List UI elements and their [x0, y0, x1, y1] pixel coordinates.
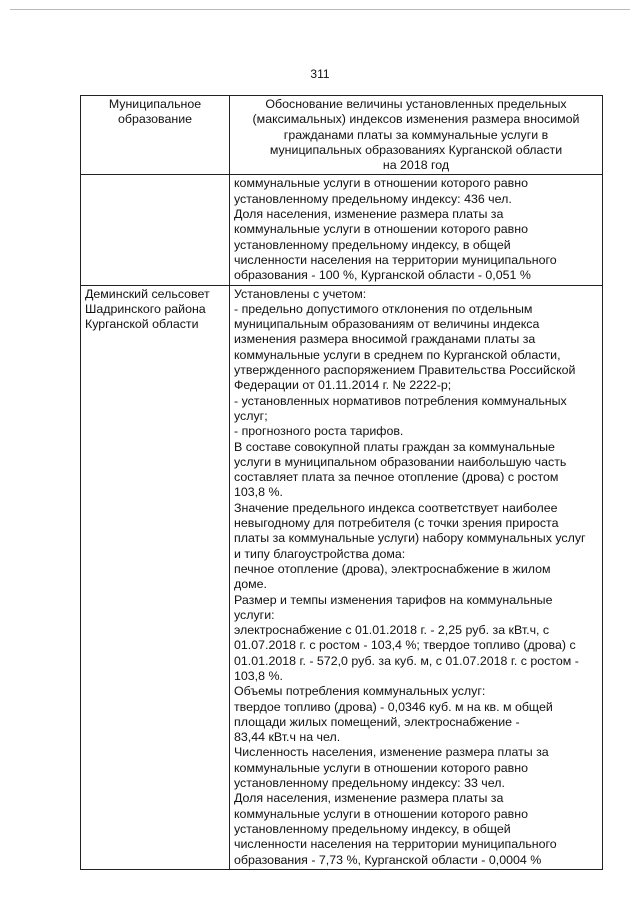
text-line: 103,8 %. [234, 668, 283, 683]
municipality-cell [81, 285, 230, 869]
text-line: В составе совокупной платы граждан за коммунальные [234, 439, 555, 454]
text-line: муниципальным образованиям от величины индекса [234, 317, 540, 332]
text-line: установленному предельному индексу: 33 чел. [234, 776, 505, 791]
text-line: печное отопление (дрова), электроснабжение в жилом [234, 561, 551, 576]
text-line: коммунальные услуги в отношении которого равно [234, 806, 528, 821]
municipality-cell [81, 175, 230, 285]
text-line: и типу благоустройства дома: [234, 546, 406, 561]
text-line: 01.01.2018 г. - 572,0 руб. за куб. м, с 01.07.2018 г. с ростом - [234, 653, 579, 668]
text-line: электроснабжение с 01.01.2018 г. - 2,25 руб. за кВт.ч, с [234, 623, 550, 638]
page-number: 311 [310, 67, 330, 81]
text-line: установленному предельному индексу, в общей [234, 821, 511, 836]
header-municipality-cell [81, 96, 230, 175]
text-line: твердое топливо (дрова) - 0,0346 куб. м на кв. м общей [234, 699, 553, 714]
text-line: услуг; [234, 408, 268, 423]
text-line: услуги: [234, 607, 275, 622]
header-justification-cell [230, 96, 603, 175]
table-header-row [81, 96, 603, 175]
text-line: Шадринского района [85, 301, 206, 316]
justification-cell [230, 285, 603, 869]
header-text-line: гражданами платы за коммунальные услуги в [283, 127, 549, 142]
text-line: 103,8 %. [234, 485, 283, 500]
scan-artifact-line [10, 9, 630, 10]
header-text-line: (максимальных) индексов изменения размера вносимой [252, 112, 580, 127]
text-line: - предельно допустимого отклонения по отдельным [234, 301, 533, 316]
text-line: 83,44 кВт.ч на чел. [234, 730, 341, 745]
text-line: услуги в муниципальном образовании наибольшую часть [234, 454, 567, 469]
text-line: установленному предельному индексу: 436 чел. [234, 191, 512, 206]
text-line: Курганской области [85, 317, 199, 332]
text-line: 01.07.2018 г. с ростом - 103,4 %; твердое топливо (дрова) с [234, 638, 576, 653]
text-line: составляет плата за печное отопление (дрова) с ростом [234, 470, 559, 485]
text-line: численности населения на территории муниципального [234, 837, 557, 852]
text-line: Доля населения, изменение размера платы за [234, 791, 504, 806]
header-text-line: Обоснование величины установленных предельных [265, 97, 567, 111]
text-line: Установлены с учетом: [234, 286, 367, 301]
text-line: площади жилых помещений, электроснабжение - [234, 714, 520, 729]
header-text-line: на 2018 год [382, 158, 450, 173]
text-line: Деминский сельсовет [85, 286, 210, 301]
tariff-justification-table [80, 95, 603, 870]
text-line: коммунальные услуги в среднем по Курганской области, [234, 347, 561, 362]
text-line: Значение предельного индекса соответствует наиболее [234, 500, 558, 515]
justification-cell [230, 175, 603, 285]
text-line: Доля населения, изменение размера платы за [234, 207, 504, 222]
header-text-line: муниципальных образованиях Курганской области [269, 142, 563, 157]
header-text-line: Муниципальное [108, 97, 202, 111]
text-line: коммунальные услуги в отношении которого равно [234, 760, 528, 775]
header-text-line: образование [117, 112, 193, 127]
table-row [81, 175, 603, 285]
text-line: численности населения на территории муниципального [234, 252, 557, 267]
text-line: доме. [234, 577, 267, 592]
text-line: - установленных нормативов потребления коммунальных [234, 393, 567, 408]
text-line: коммунальные услуги в отношении которого равно [234, 222, 528, 237]
text-line: коммунальные услуги в отношении которого равно [234, 176, 528, 191]
text-line: - прогнозного роста тарифов. [234, 424, 404, 439]
text-line: Федерации от 01.11.2014 г. № 2222-р; [234, 378, 452, 393]
text-line: образования - 100 %, Курганской области - 0,051 % [234, 268, 531, 283]
text-line: Объемы потребления коммунальных услуг: [234, 684, 486, 699]
text-line: установленному предельному индексу, в общей [234, 237, 511, 252]
text-line: образования - 7,73 %, Курганской области - 0,0004 % [234, 852, 542, 867]
text-line: невыгодному для потребителя (с точки зрения прироста [234, 516, 559, 531]
text-line: изменения размера вносимой гражданами платы за [234, 332, 536, 347]
table-row [81, 285, 603, 869]
text-line: утвержденного распоряжением Правительства Российской [234, 363, 576, 378]
text-line: платы за коммунальные услуги) набору коммунальных услуг [234, 531, 586, 546]
text-line: Размер и темпы изменения тарифов на коммунальные [234, 592, 553, 607]
text-line: Численность населения, изменение размера платы за [234, 745, 549, 760]
